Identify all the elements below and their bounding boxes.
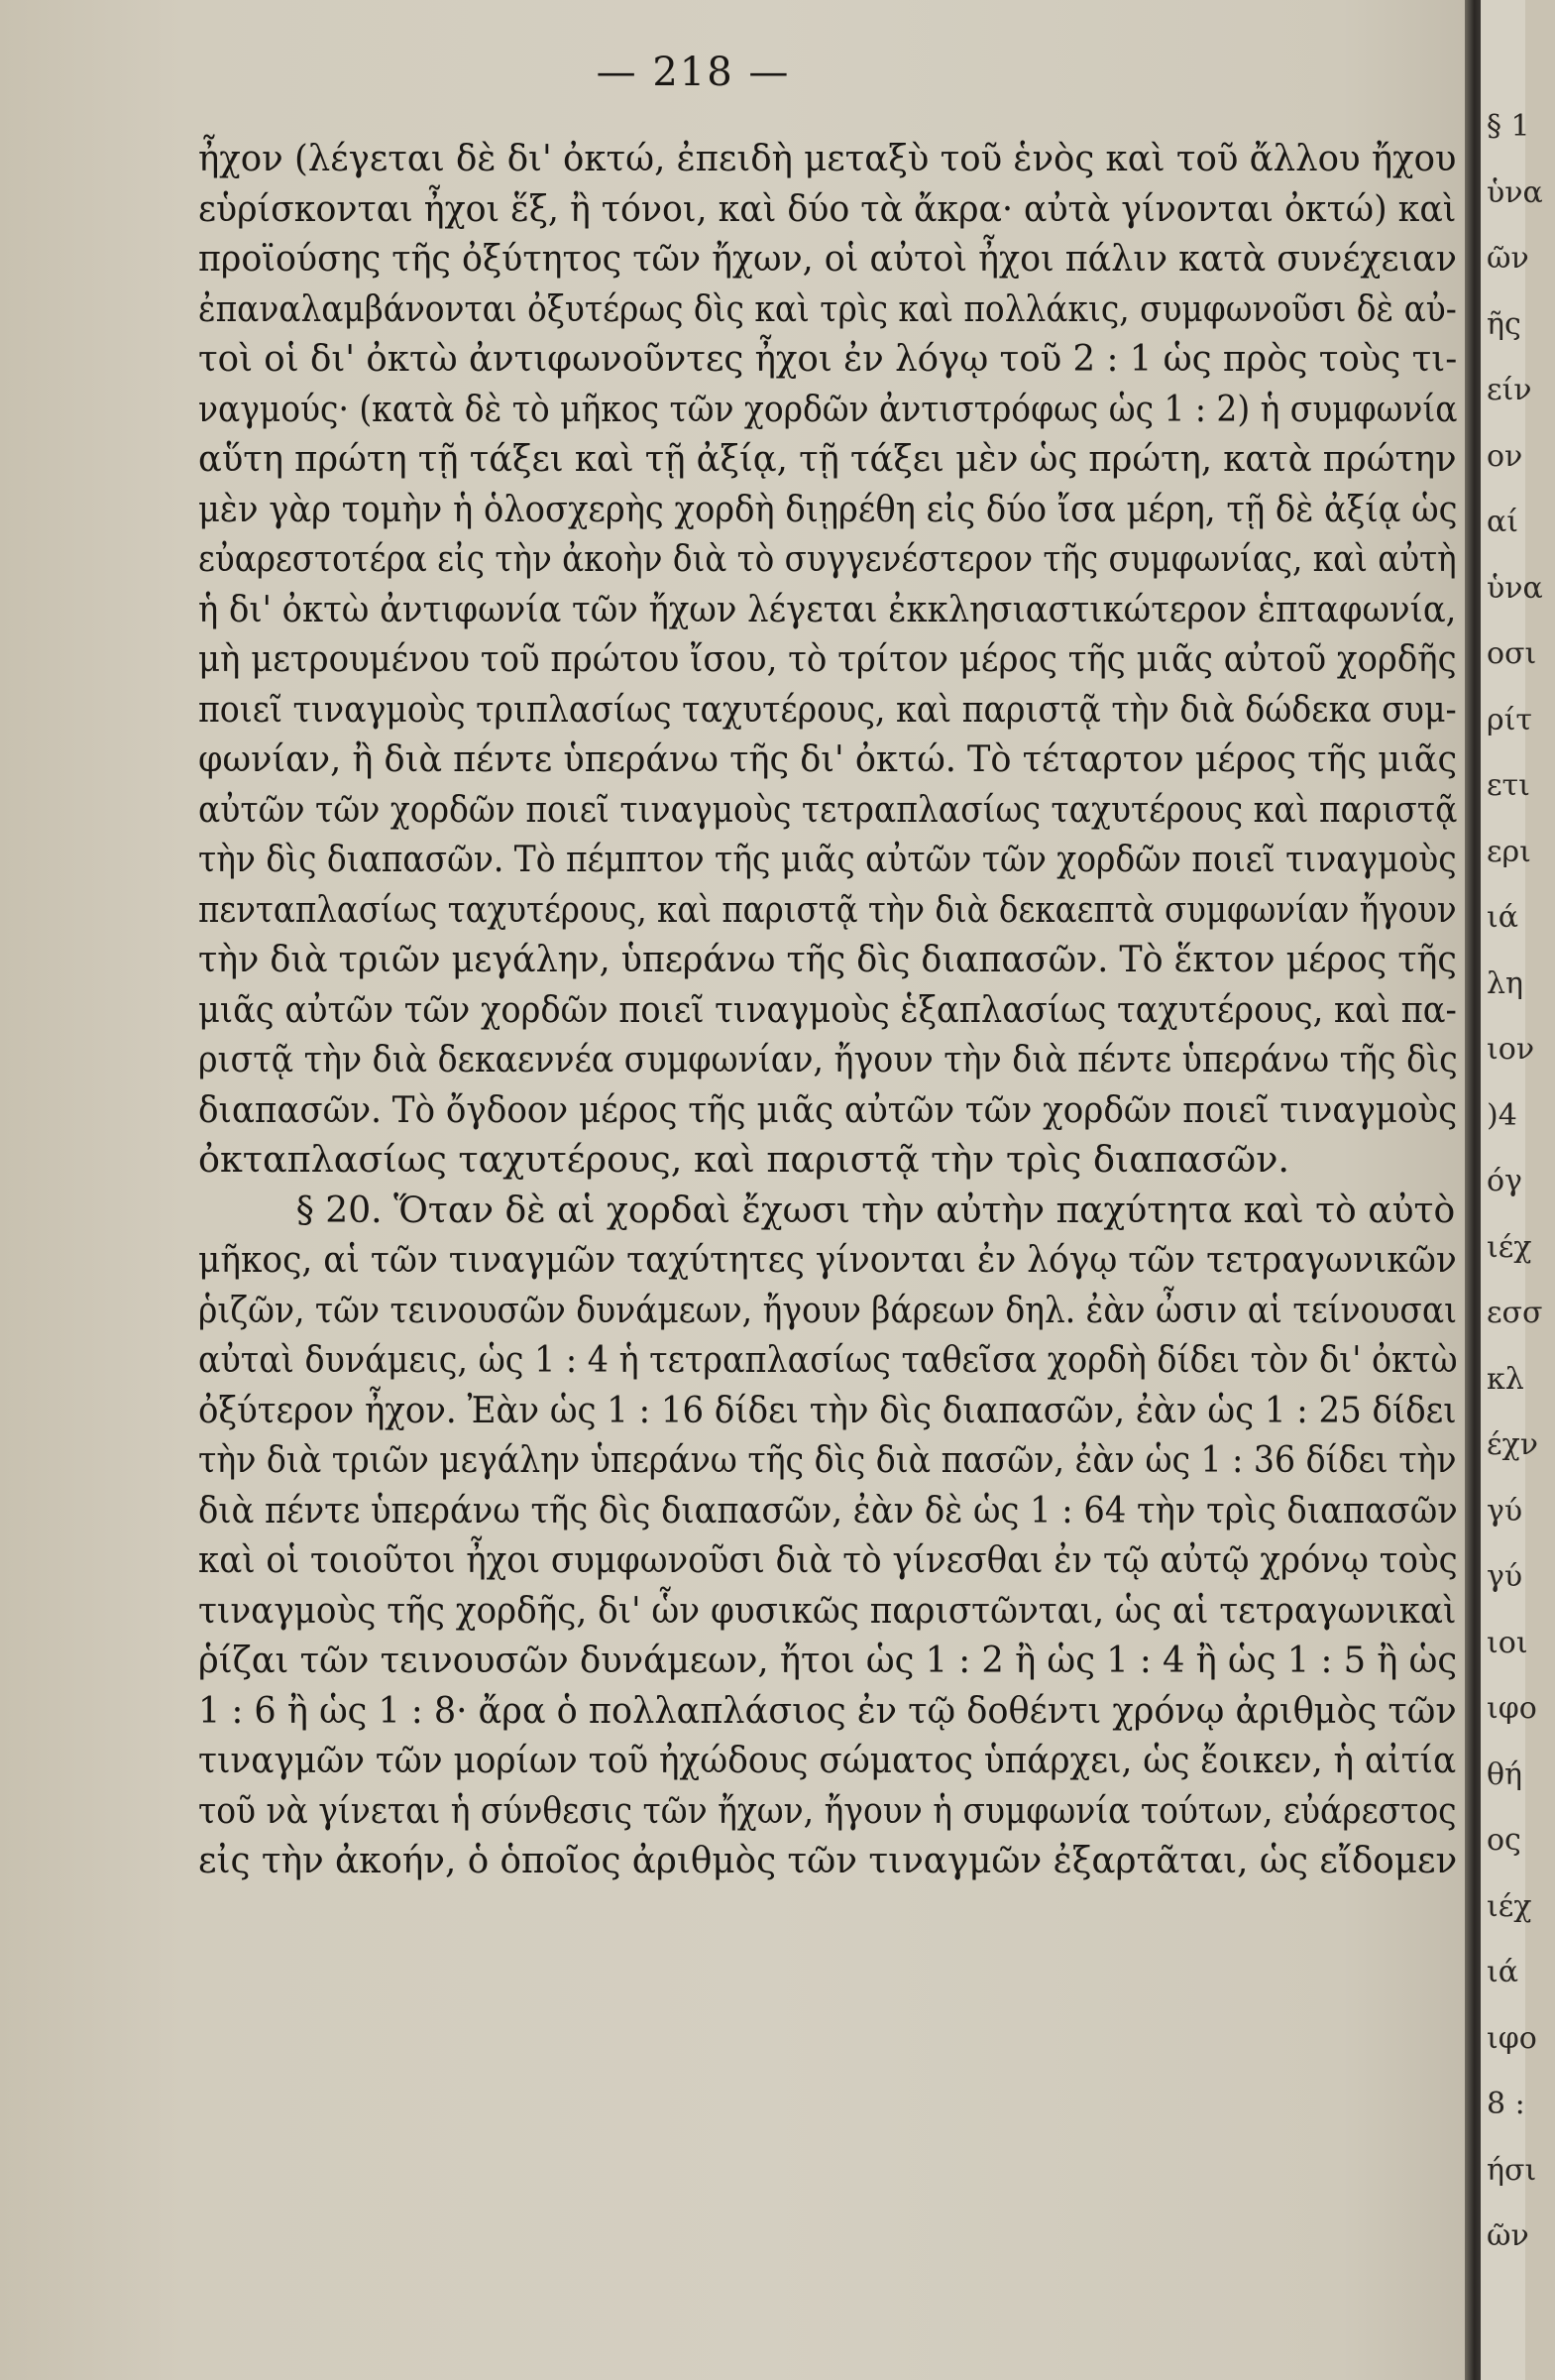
adjacent-page-fragment: )4 (1487, 1097, 1517, 1133)
adjacent-page-fragment: γύ (1487, 1493, 1523, 1529)
text-line: τὴν δὶς διαπασῶν. Τὸ πέμπτον τῆς μιᾶς αὐτῶν τῶν χορδῶν ποιεῖ τιναγμοὺς (198, 838, 1457, 880)
text-line: διὰ πέντε ὑπεράνω τῆς δὶς διαπασῶν, ἐὰν δὲ ὡς 1 : 64 τὴν τρὶς διαπασῶν (198, 1488, 1458, 1531)
text-line: εὑρίσκονται ἦχοι ἕξ, ἢ τόνοι, καὶ δύο τὰ ἄκρα· αὐτὰ γίνονται ὀκτώ) καὶ (198, 186, 1457, 230)
gutter-shadow (1465, 0, 1481, 2380)
adjacent-page-fragment: ὑνα (1487, 174, 1543, 210)
text-line: ῥίζαι τῶν τεινουσῶν δυνάμεων, ἤτοι ὡς 1 : 2 ἢ ὡς 1 : 4 ἢ ὡς 1 : 5 ἢ ὡς (198, 1639, 1458, 1681)
text-line: εὐαρεστοτέρα εἰς τὴν ἀκοὴν διὰ τὸ συγγενέστερον τῆς συμφωνίας, καὶ αὐτὴ (198, 537, 1457, 580)
adjacent-page-fragment: είν (1487, 373, 1532, 407)
adjacent-page-fragment: ῆς (1487, 306, 1521, 342)
page-header (0, 50, 1525, 95)
adjacent-page-fragment: ιά (1487, 900, 1519, 935)
adjacent-page-fragment: θή (1487, 1757, 1523, 1792)
adjacent-page-fragment: ρίτ (1487, 702, 1532, 737)
text-line: μὲν γὰρ τομὴν ἡ ὁλοσχερὴς χορδὴ διῃρέθη εἰς δύο ἴσα μέρη, τῇ δὲ ἀξίᾳ ὡς (198, 487, 1458, 530)
text-line: φωνίαν, ἢ διὰ πέντε ὑπεράνω τῆς δι' ὀκτώ. Τὸ τέταρτον μέρος τῆς μιᾶς (198, 737, 1458, 780)
text-line: ριστᾷ τὴν διὰ δεκαεννέα συμφωνίαν, ἤγουν τὴν διὰ πέντε ὑπεράνω τῆς δὶς (198, 1038, 1458, 1080)
adjacent-page-fragment: ιφο (1487, 1691, 1537, 1726)
text-line: διαπασῶν. Τὸ ὄγδοον μέρος τῆς μιᾶς αὐτῶν τῶν χορδῶν ποιεῖ τιναγμοὺς (198, 1087, 1458, 1131)
adjacent-page-fragment: λη (1487, 965, 1523, 1001)
text-line: ὀξύτερον ἦχον. Ἐὰν ὡς 1 : 16 δίδει τὴν δὶς διαπασῶν, ἐὰν ὡς 1 : 25 δίδει (198, 1388, 1457, 1431)
adjacent-page-fragment: ιά (1487, 1955, 1519, 1989)
text-line: τιναγμοὺς τῆς χορδῆς, δι' ὧν φυσικῶς παριστῶνται, ὡς αἱ τετραγωνικαὶ (198, 1588, 1457, 1632)
adjacent-page-fragment: όγ (1487, 1164, 1522, 1198)
text-line: ῥιζῶν, τῶν τεινουσῶν δυνάμεων, ἤγουν βάρεων δηλ. ἐὰν ὦσιν αἱ τείνουσαι (198, 1288, 1458, 1331)
adjacent-page-fragment: ιφο (1487, 2020, 1537, 2056)
text-line: μιᾶς αὐτῶν τῶν χορδῶν ποιεῖ τιναγμοὺς ἑξαπλασίως ταχυτέρους, καὶ πα- (198, 987, 1457, 1031)
text-line: τιναγμῶν τῶν μορίων τοῦ ἠχώδους σώματος ὑπάρχει, ὡς ἔοικεν, ἡ αἰτία (198, 1739, 1457, 1781)
text-line: πενταπλασίως ταχυτέρους, καὶ παριστᾷ τὴν διὰ δεκαεπτὰ συμφωνίαν ἤγουν (198, 887, 1457, 931)
page-number: — 218 — (596, 50, 791, 95)
adjacent-page-edge (1481, 0, 1543, 2380)
text-line: αὐτῶν τῶν χορδῶν ποιεῖ τιναγμοὺς τετραπλασίως ταχυτέρους καὶ παριστᾷ (198, 787, 1458, 831)
text-line: μὴ μετρουμένου τοῦ πρώτου ἴσου, τὸ τρίτον μέρος τῆς μιᾶς αὐτοῦ χορδῆς (198, 637, 1457, 680)
text-line: τοὶ οἱ δι' ὀκτὼ ἀντιφωνοῦντες ἦχοι ἐν λόγῳ τοῦ 2 : 1 ὡς πρὸς τοὺς τι- (198, 337, 1458, 380)
adjacent-page-fragment: εσσ (1487, 1296, 1543, 1330)
adjacent-page-fragment: ετι (1487, 768, 1530, 803)
text-line: ἐπαναλαμβάνονται ὀξυτέρως δὶς καὶ τρὶς καὶ πολλάκις, συμφωνοῦσι δὲ αὐ- (198, 286, 1457, 330)
adjacent-page-fragment: ον (1487, 438, 1523, 474)
text-line: προϊούσης τῆς ὀξύτητος τῶν ἤχων, οἱ αὐτοὶ ἦχοι πάλιν κατὰ συνέχειαν (198, 237, 1457, 280)
text-line: αὕτη πρώτη τῇ τάξει καὶ τῇ ἀξίᾳ, τῇ τάξει μὲν ὡς πρώτη, κατὰ πρώτην (198, 437, 1457, 480)
text-line: εἰς τὴν ἀκοήν, ὁ ὁποῖος ἀριθμὸς τῶν τιναγμῶν ἐξαρτᾶται, ὡς εἴδομεν (198, 1839, 1458, 1881)
page-body (198, 134, 1477, 1886)
adjacent-page-fragment: ιον (1487, 1032, 1535, 1067)
text-line: ἡ δι' ὀκτὼ ἀντιφωνία τῶν ἤχων λέγεται ἐκκλησιαστικώτερον ἑπταφωνία, (198, 587, 1457, 630)
adjacent-page-fragment: ερι (1487, 834, 1531, 869)
text-line: § 20. Ὅταν δὲ αἱ χορδαὶ ἔχωσι τὴν αὐτὴν παχύτητα καὶ τὸ αὐτὸ (295, 1188, 1456, 1231)
text-line: τὴν διὰ τριῶν μεγάλην, ὑπεράνω τῆς δὶς διαπασῶν. Τὸ ἕκτον μέρος τῆς (198, 938, 1457, 980)
adjacent-page-fragment: ος (1487, 1823, 1521, 1858)
text-line: τοῦ νὰ γίνεται ἡ σύνθεσις τῶν ἤχων, ἤγουν ἡ συμφωνία τούτων, εὐάρεστος (198, 1788, 1457, 1832)
adjacent-page-fragment: § 1 (1487, 109, 1530, 144)
text-line: ἦχον (λέγεται δὲ δι' ὀκτώ, ἐπειδὴ μεταξὺ τοῦ ἑνὸς καὶ τοῦ ἄλλου ἤχου (198, 137, 1457, 179)
text-line: ναγμούς· (κατὰ δὲ τὸ μῆκος τῶν χορδῶν ἀντιστρόφως ὡς 1 : 2) ἡ συμφωνία (198, 387, 1458, 430)
adjacent-page-fragment: ῶν (1487, 2218, 1529, 2253)
text-line: αὐταὶ δυνάμεις, ὡς 1 : 4 ἡ τετραπλασίως ταθεῖσα χορδὴ δίδει τὸν δι' ὀκτὼ (198, 1338, 1458, 1381)
text-line: μῆκος, αἱ τῶν τιναγμῶν ταχύτητες γίνονται ἐν λόγῳ τῶν τετραγωνικῶν (198, 1238, 1457, 1281)
text-line: ποιεῖ τιναγμοὺς τριπλασίως ταχυτέρους, καὶ παριστᾷ τὴν διὰ δώδεκα συμ- (198, 687, 1457, 731)
adjacent-page-fragment: ιοι (1487, 1625, 1528, 1660)
adjacent-page-fragment: κλ (1487, 1361, 1524, 1397)
adjacent-page-fragment: αί (1487, 505, 1519, 539)
text-line: καὶ οἱ τοιοῦτοι ἦχοι συμφωνοῦσι διὰ τὸ γίνεσθαι ἐν τῷ αὐτῷ χρόνῳ τοὺς (198, 1538, 1458, 1581)
adjacent-page-fragment: ῶν (1487, 241, 1529, 276)
adjacent-page-fragment: ὑνα (1487, 570, 1543, 606)
text-line: 1 : 6 ἢ ὡς 1 : 8· ἄρα ὁ πολλαπλάσιος ἐν τῷ δοθέντι χρόνῳ ἀριθμὸς τῶν (198, 1688, 1457, 1732)
text-line: τὴν διὰ τριῶν μεγάλην ὑπεράνω τῆς δὶς διὰ πασῶν, ἐὰν ὡς 1 : 36 δίδει τὴν (198, 1438, 1457, 1481)
text-line: ὀκταπλασίως ταχυτέρους, καὶ παριστᾷ τὴν τρὶς διαπασῶν. (198, 1138, 1289, 1181)
adjacent-page-fragment: γύ (1487, 1559, 1523, 1594)
adjacent-page-fragment: ιέχ (1487, 1229, 1532, 1265)
adjacent-page-fragment: έχν (1487, 1427, 1538, 1462)
adjacent-page-fragment: ιέχ (1487, 1888, 1532, 1924)
adjacent-page-fragment: οσι (1487, 636, 1537, 671)
adjacent-page-fragment: ήσι (1487, 2152, 1537, 2188)
adjacent-page-fragment: 8 : (1487, 2087, 1525, 2121)
